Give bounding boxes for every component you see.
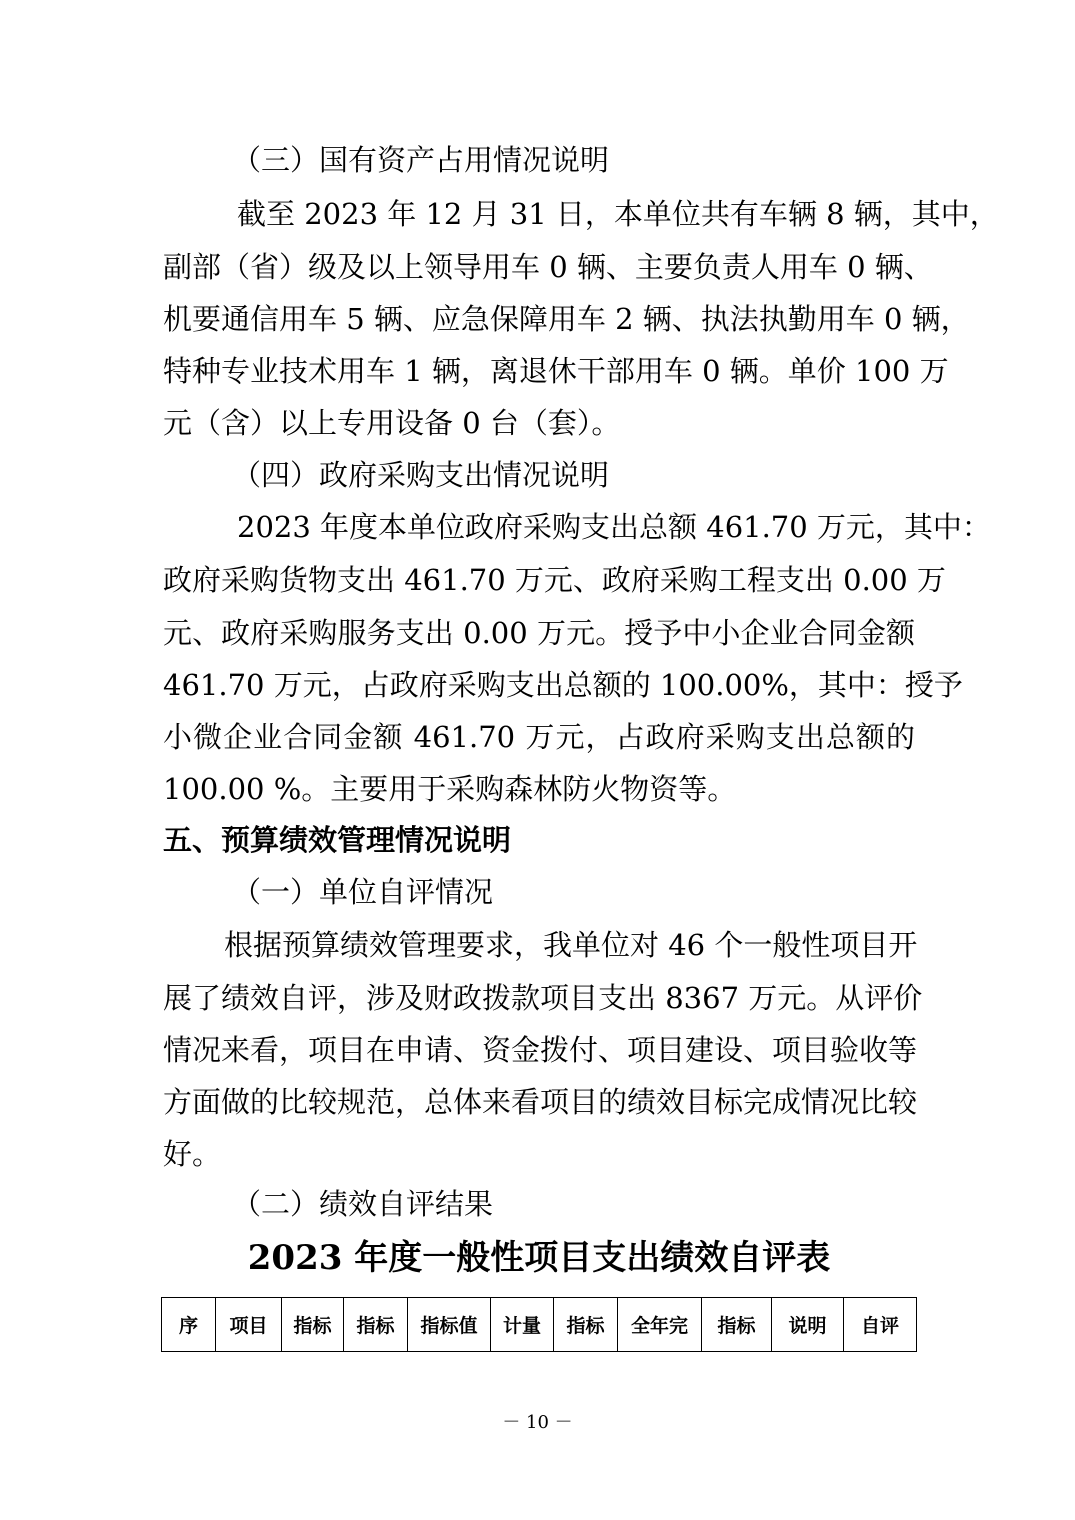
header-cell: 自评: [844, 1298, 917, 1352]
table-title: 2023 年度一般性项目支出绩效自评表: [247, 1238, 831, 1278]
paragraph-line: 100.00 %。主要用于采购森林防火物资等。: [163, 772, 737, 806]
header-cell: 指标: [344, 1298, 408, 1352]
header-cell: 计量: [491, 1298, 554, 1352]
performance-table: [161, 1297, 917, 1352]
section-4-heading: （四）政府采购支出情况说明: [232, 458, 610, 492]
paragraph-line: 截至 2023 年 12 月 31 日，本单位共有车辆 8 辆，其中，: [237, 197, 999, 231]
paragraph-line: 机要通信用车 5 辆、应急保障用车 2 辆、执法执勤用车 0 辆，: [163, 302, 970, 336]
header-cell: 全年完: [618, 1298, 702, 1352]
header-cell: 序: [162, 1298, 216, 1352]
paragraph-line: 小微企业合同金额 461.70 万元，占政府采购支出总额的: [163, 720, 915, 754]
header-cell: 指标值: [408, 1298, 491, 1352]
paragraph-line: 2023 年度本单位政府采购支出总额 461.70 万元，其中：: [237, 510, 991, 544]
paragraph-line: 元（含）以上专用设备 0 台（套）。: [163, 406, 621, 440]
paragraph-line: 好。: [163, 1137, 222, 1171]
subsection-2-heading: （二）绩效自评结果: [232, 1187, 494, 1221]
table-header-row: [162, 1298, 917, 1352]
header-cell: 项目: [216, 1298, 282, 1352]
header-cell: 指标: [554, 1298, 618, 1352]
paragraph-line: 展了绩效自评，涉及财政拨款项目支出 8367 万元。从评价: [163, 981, 923, 1015]
section-3-heading: （三）国有资产占用情况说明: [232, 143, 610, 177]
paragraph-line: 方面做的比较规范，总体来看项目的绩效目标完成情况比较: [163, 1085, 918, 1119]
header-cell: 指标: [702, 1298, 772, 1352]
header-cell: 说明: [772, 1298, 844, 1352]
paragraph-line: 政府采购货物支出 461.70 万元、政府采购工程支出 0.00 万: [163, 563, 946, 597]
part-5-heading: 五、预算绩效管理情况说明: [163, 823, 512, 857]
paragraph-line: 元、政府采购服务支出 0.00 万元。授予中小企业合同金额: [163, 616, 915, 650]
subsection-1-heading: （一）单位自评情况: [232, 875, 494, 909]
paragraph-line: 情况来看，项目在申请、资金拨付、项目建设、项目验收等: [163, 1033, 918, 1067]
page-number: － 10 －: [502, 1412, 573, 1433]
header-cell: 指标: [282, 1298, 344, 1352]
paragraph-line: 副部（省）级及以上领导用车 0 辆、主要负责人用车 0 辆、: [163, 250, 933, 284]
paragraph-line: 根据预算绩效管理要求，我单位对 46 个一般性项目开: [224, 928, 918, 962]
paragraph-line: 461.70 万元，占政府采购支出总额的 100.00%，其中：授予: [163, 668, 963, 702]
paragraph-line: 特种专业技术用车 1 辆，离退休干部用车 0 辆。单价 100 万: [163, 354, 949, 388]
